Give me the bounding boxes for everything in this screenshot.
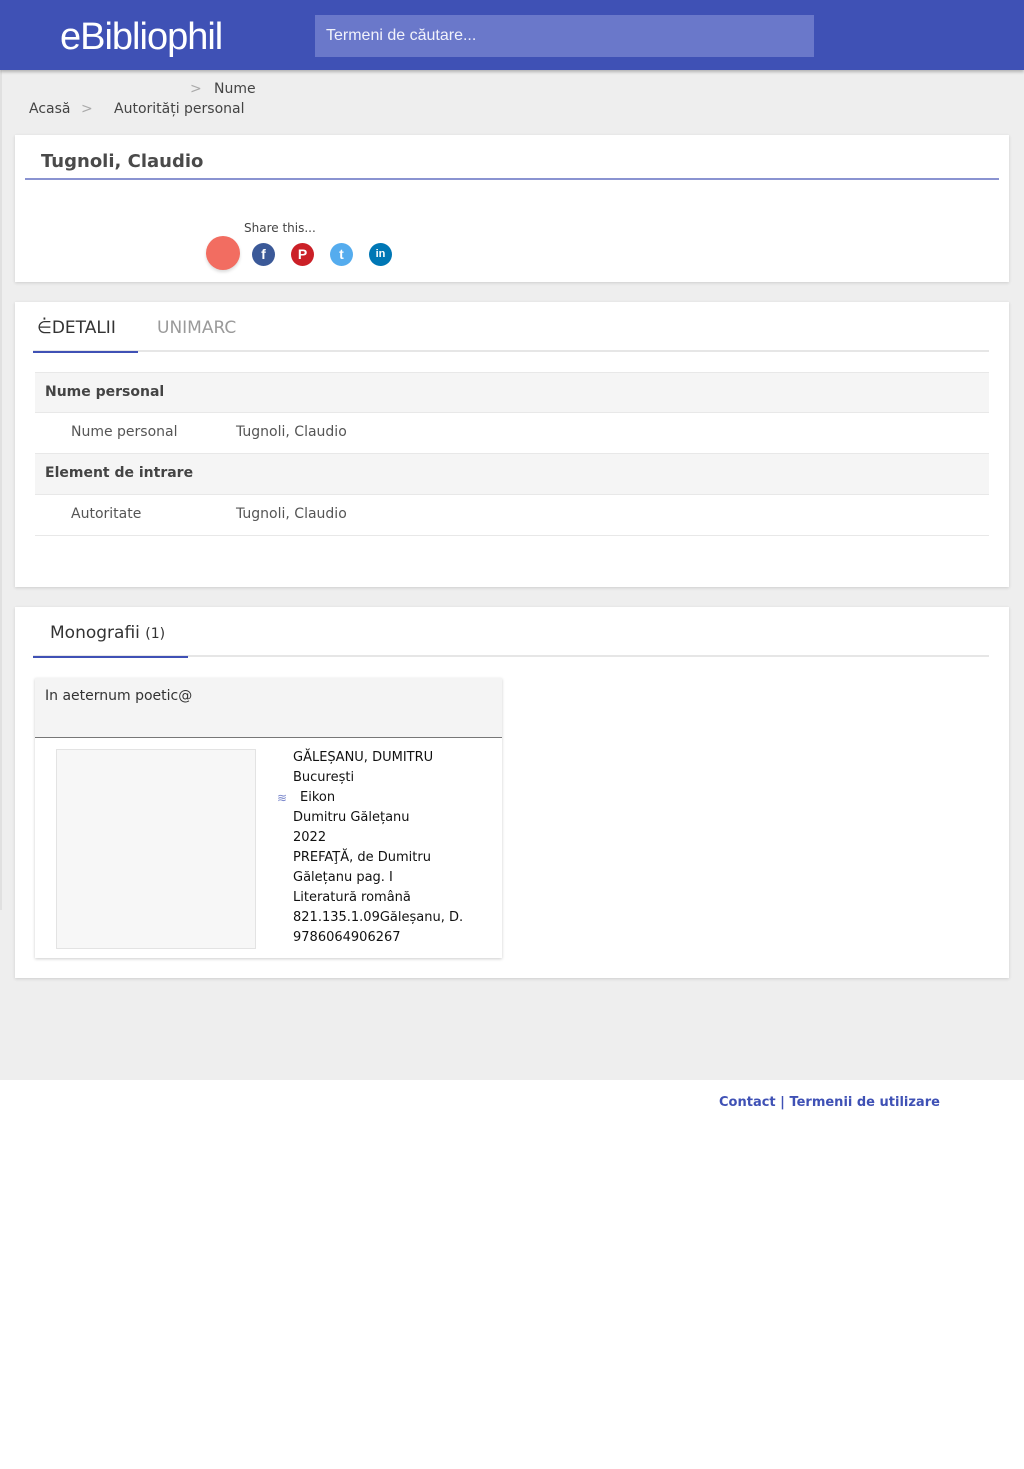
details-card — [15, 302, 1009, 587]
top-bar — [0, 0, 1024, 70]
active-tab-indicator — [33, 656, 188, 658]
monograph-author: GĂLEȘANU, DUMITRU — [293, 750, 434, 765]
monograph-item[interactable] — [35, 678, 502, 958]
breadcrumb-home[interactable]: Acasă — [29, 101, 71, 117]
search-input[interactable] — [315, 15, 814, 57]
facebook-icon[interactable]: f — [252, 243, 275, 266]
left-edge-divider — [0, 70, 2, 910]
breadcrumb-separator: > — [81, 101, 93, 117]
monograph-header — [35, 678, 502, 738]
monographs-count: (1) — [145, 626, 166, 642]
monograph-classification: 821.135.1.09Găleșanu, D. — [293, 910, 464, 925]
field-value: Tugnoli, Claudio — [236, 424, 347, 440]
publisher-icon: ≋ — [277, 791, 288, 805]
details-icon: ⋵ — [37, 318, 52, 338]
footer-links — [719, 1095, 940, 1110]
monograph-subject: Literatură română — [293, 890, 411, 905]
monograph-responsibility: Dumitru Gălețanu — [293, 810, 410, 825]
share-label: Share this... — [244, 221, 316, 235]
share-toggle-button[interactable] — [206, 236, 240, 270]
breadcrumb-separator: > — [190, 81, 202, 97]
book-cover-placeholder[interactable] — [56, 749, 256, 949]
breadcrumb-names[interactable]: Nume — [214, 81, 256, 97]
contact-link[interactable]: Contact — [719, 1095, 776, 1110]
field-label: Nume personal — [71, 424, 178, 440]
monograph-place: București — [293, 770, 355, 785]
field-value[interactable]: Tugnoli, Claudio — [236, 506, 347, 522]
monographs-card — [15, 607, 1009, 978]
footer-separator: | — [780, 1095, 785, 1110]
section-header — [35, 372, 989, 413]
monograph-isbn: 9786064906267 — [293, 930, 401, 945]
record-title: Tugnoli, Claudio — [41, 151, 204, 172]
active-tab-indicator — [33, 351, 138, 353]
monograph-note: Gălețanu pag. I — [293, 870, 393, 885]
monograph-publisher: Eikon — [300, 790, 336, 805]
detail-row — [35, 495, 989, 536]
breadcrumb-authorities[interactable]: Autorități personal — [114, 101, 245, 117]
title-divider — [25, 178, 999, 180]
detail-row — [35, 413, 989, 454]
monograph-title[interactable]: In aeternum poetic@ — [45, 688, 193, 704]
monograph-note: PREFAŢĂ, de Dumitru — [293, 850, 431, 865]
tab-detalii-label: DETALII — [51, 318, 116, 338]
site-logo[interactable]: eBibliophil — [60, 16, 223, 58]
tabs-divider — [33, 350, 989, 352]
tab-detalii[interactable] — [37, 318, 116, 338]
monograph-year: 2022 — [293, 830, 327, 845]
terms-link[interactable]: Termenii de utilizare — [789, 1095, 940, 1110]
record-card — [15, 135, 1009, 282]
tab-monografii[interactable] — [50, 623, 165, 643]
twitter-icon[interactable]: t — [330, 243, 353, 266]
tab-unimarc[interactable]: UNIMARC — [157, 318, 237, 338]
field-label: Autoritate — [71, 506, 142, 522]
section-header — [35, 454, 989, 495]
pinterest-icon[interactable]: P — [291, 243, 314, 266]
section-heading: Element de intrare — [45, 465, 194, 481]
linkedin-icon[interactable]: in — [369, 243, 392, 266]
tab-monografii-label: Monografii — [50, 623, 140, 643]
section-heading: Nume personal — [45, 384, 165, 400]
